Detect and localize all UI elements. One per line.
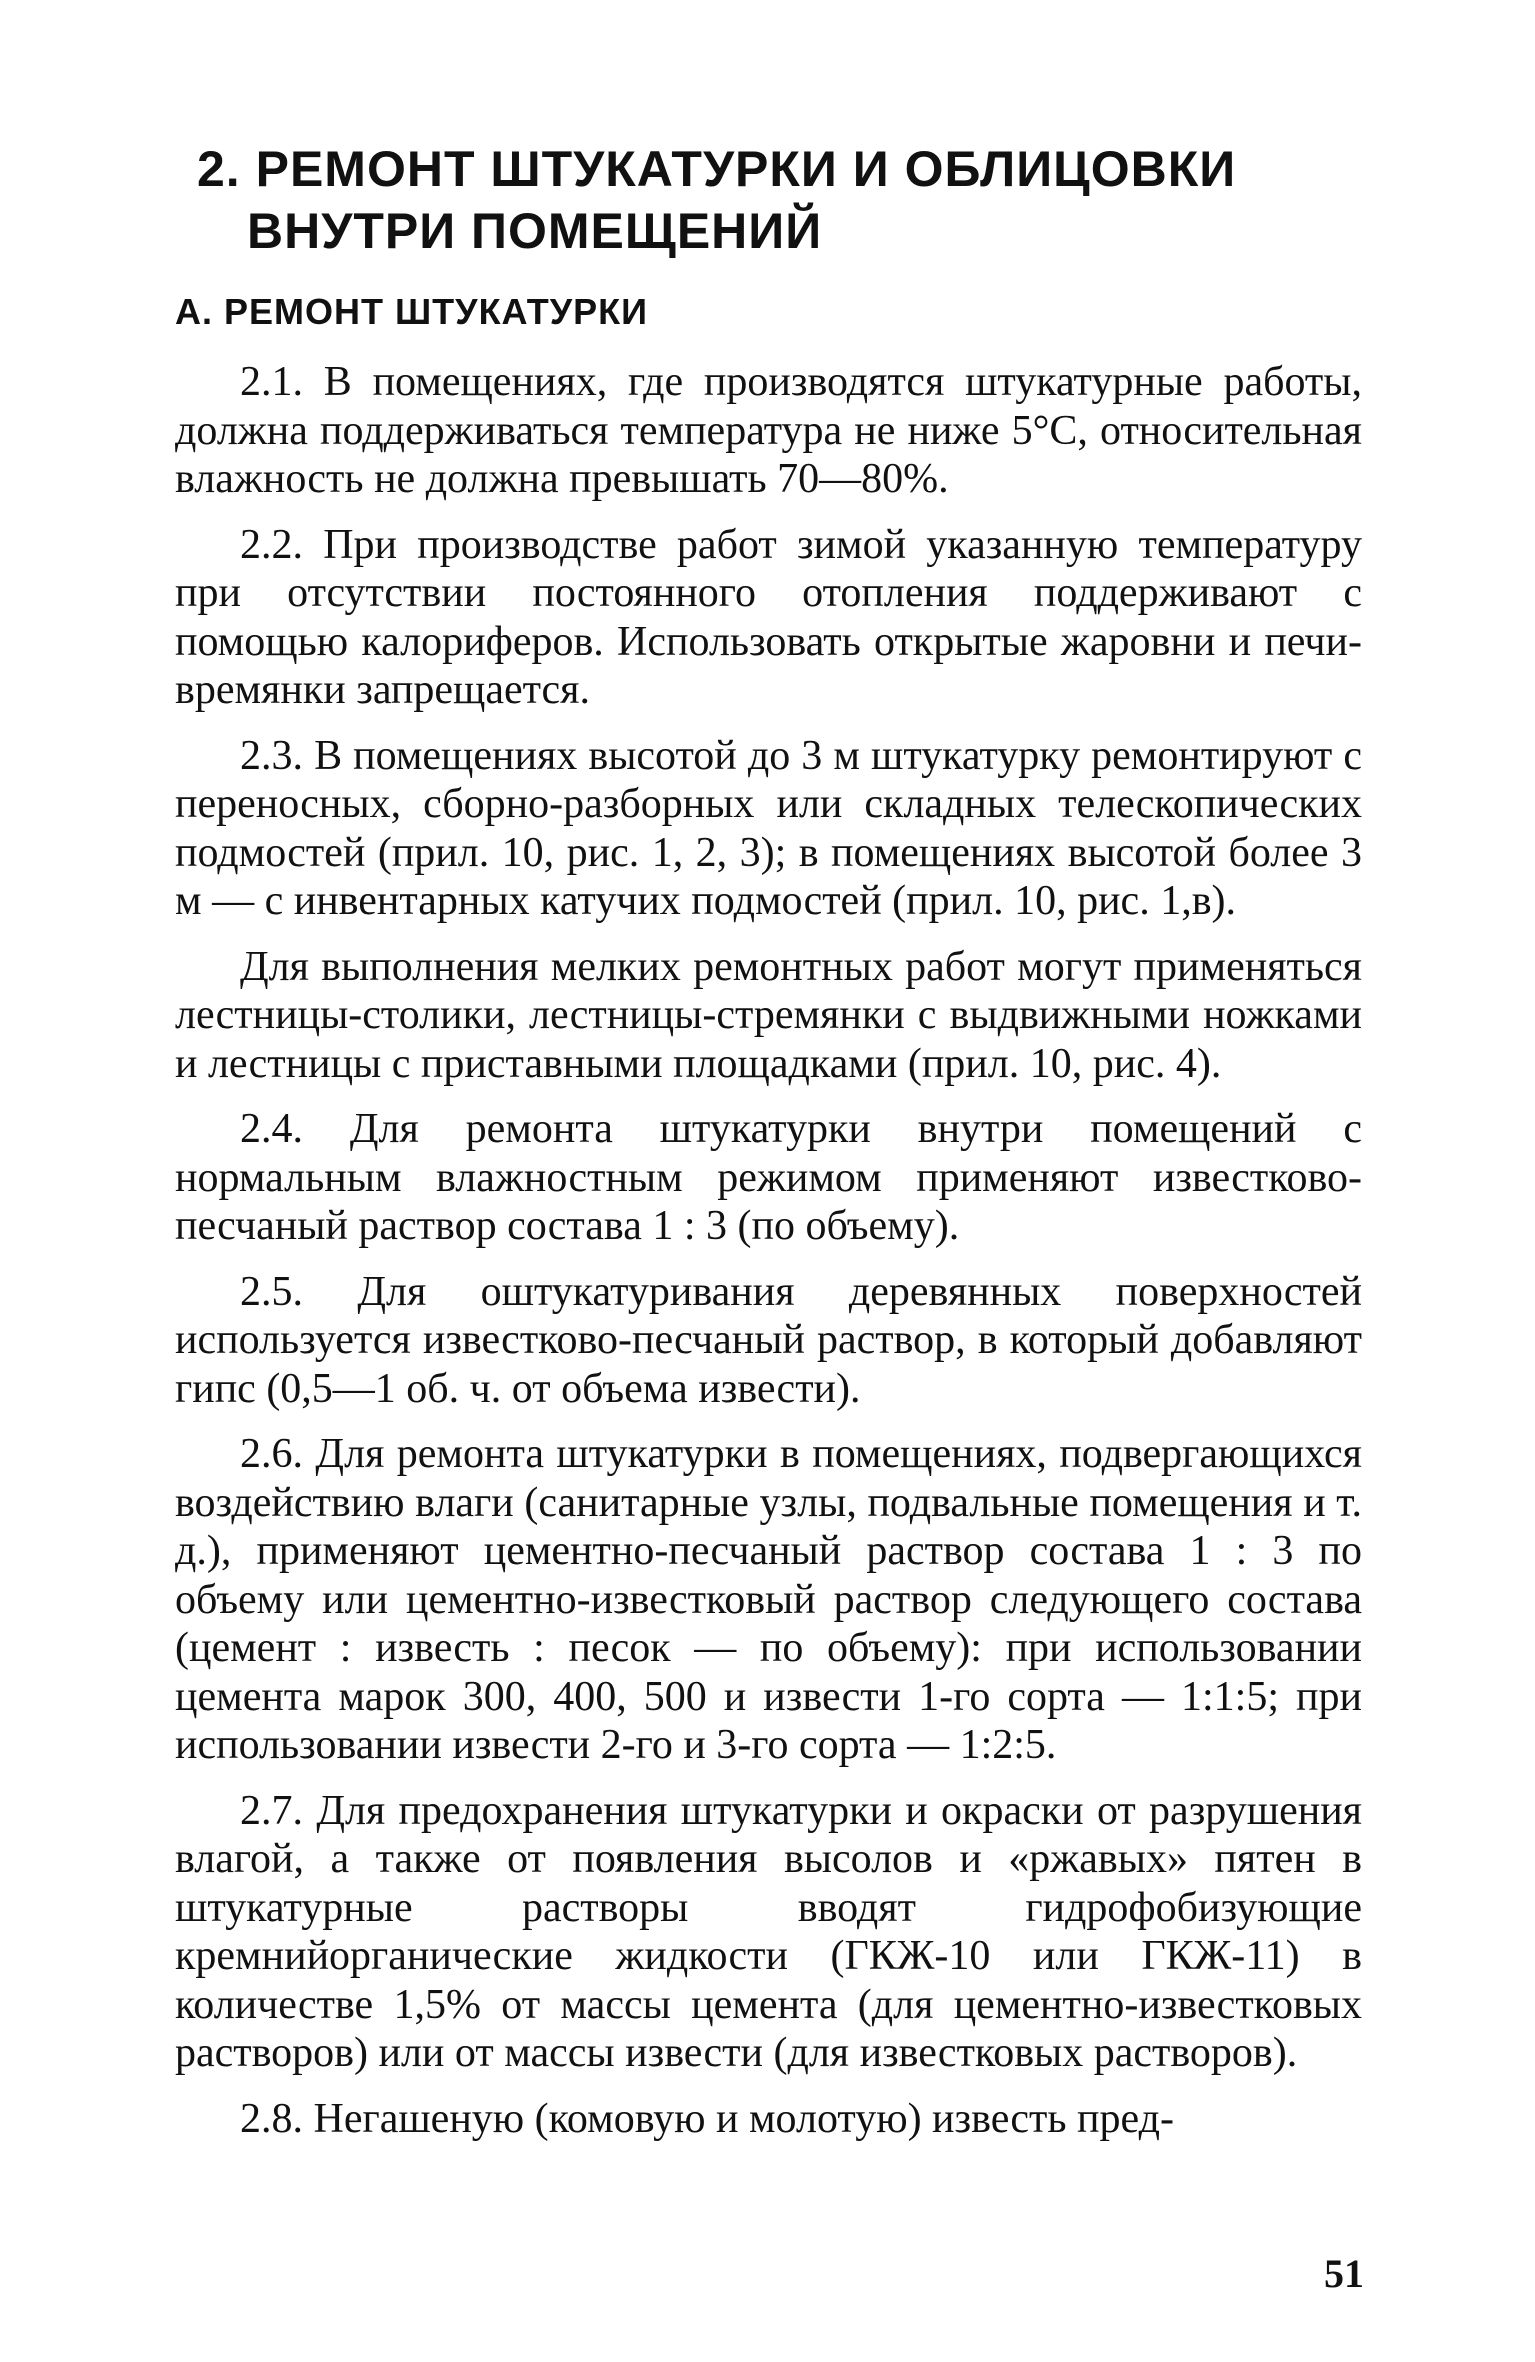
chapter-title xyxy=(197,138,1297,262)
paragraph-2-5: 2.5. Для оштукатуривания деревянных поверхностей используется известково-песчаный раствор, в который добавляют гипс (0,5—1 об. ч. от объема извести). xyxy=(175,1268,1362,1412)
paragraph-2-4: 2.4. Для ремонта штукатурки внутри помещений с нормальным влажностным режимом применяют известково-песчаный раствор состава 1 : 3 (по объему). xyxy=(175,1106,1362,1249)
paragraph-2-3: 2.3. В помещениях высотой до 3 м штукатурку ремонтируют с переносных, сборно-разборных или складных телескопических подмостей (прил. 10, рис. 1, 2, 3); в помещениях высотой более 3 м — с инвентарных катучих подмостей (прил. 10, рис. 1,в). xyxy=(175,732,1362,924)
chapter-title-line-2: ВНУТРИ ПОМЕЩЕНИЙ xyxy=(247,203,823,259)
paragraph-2-6: 2.6. Для ремонта штукатурки в помещениях, подвергающихся воздействию влаги (санитарные узлы, подвальные помещения и т. д.), применяют цементно-песчаный раствор состава 1 : 3 по объему или цементно-известковый раствор следующего состава (цемент : известь : песок — по объему): при использовании цемента марок 300, 400, 500 и извести 1-го сорта — 1:1:5; при использовании извести 2-го и 3-го сорта — 1:2:5. xyxy=(175,1431,1362,1768)
paragraph-2-7: 2.7. Для предохранения штукатурки и окраски от разрушения влагой, а также от появления высолов и «ржавых» пятен в штукатурные растворы вводят гидрофобизующие кремнийорганические жидкости (ГКЖ-10 или ГКЖ-11) в количестве 1,5% от массы цемента (для цементно-известковых растворов) или от массы извести (для известковых растворов). xyxy=(175,1787,1362,2076)
paragraph-2-8: 2.8. Негашеную (комовую и молотую) известь пред- xyxy=(240,2095,1174,2142)
page-number: 51 xyxy=(1324,2251,1364,2296)
paragraph-2-3-ladders: Для выполнения мелких ремонтных работ могут применяться лестницы-столики, лестницы-стремянки с выдвижными ножками и лестницы с приставными площадками (прил. 10, рис. 4). xyxy=(175,943,1362,1087)
section-title: А. РЕМОНТ ШТУКАТУРКИ xyxy=(175,291,648,332)
paragraph-2-1: 2.1. В помещениях, где производятся штукатурные работы, должна поддерживаться температура не ниже 5°С, относительная влажность не должна превышать 70—80%. xyxy=(175,359,1362,502)
body-text xyxy=(175,358,1362,2143)
chapter-title-line-1: 2. РЕМОНТ ШТУКАТУРКИ И ОБЛИЦОВКИ xyxy=(197,141,1237,197)
paragraph-2-2: 2.2. При производстве работ зимой указанную температуру при отсутствии постоянного отопления поддерживают с помощью калориферов. Использовать открытые жаровни и печи-времянки запрещается. xyxy=(175,521,1362,713)
